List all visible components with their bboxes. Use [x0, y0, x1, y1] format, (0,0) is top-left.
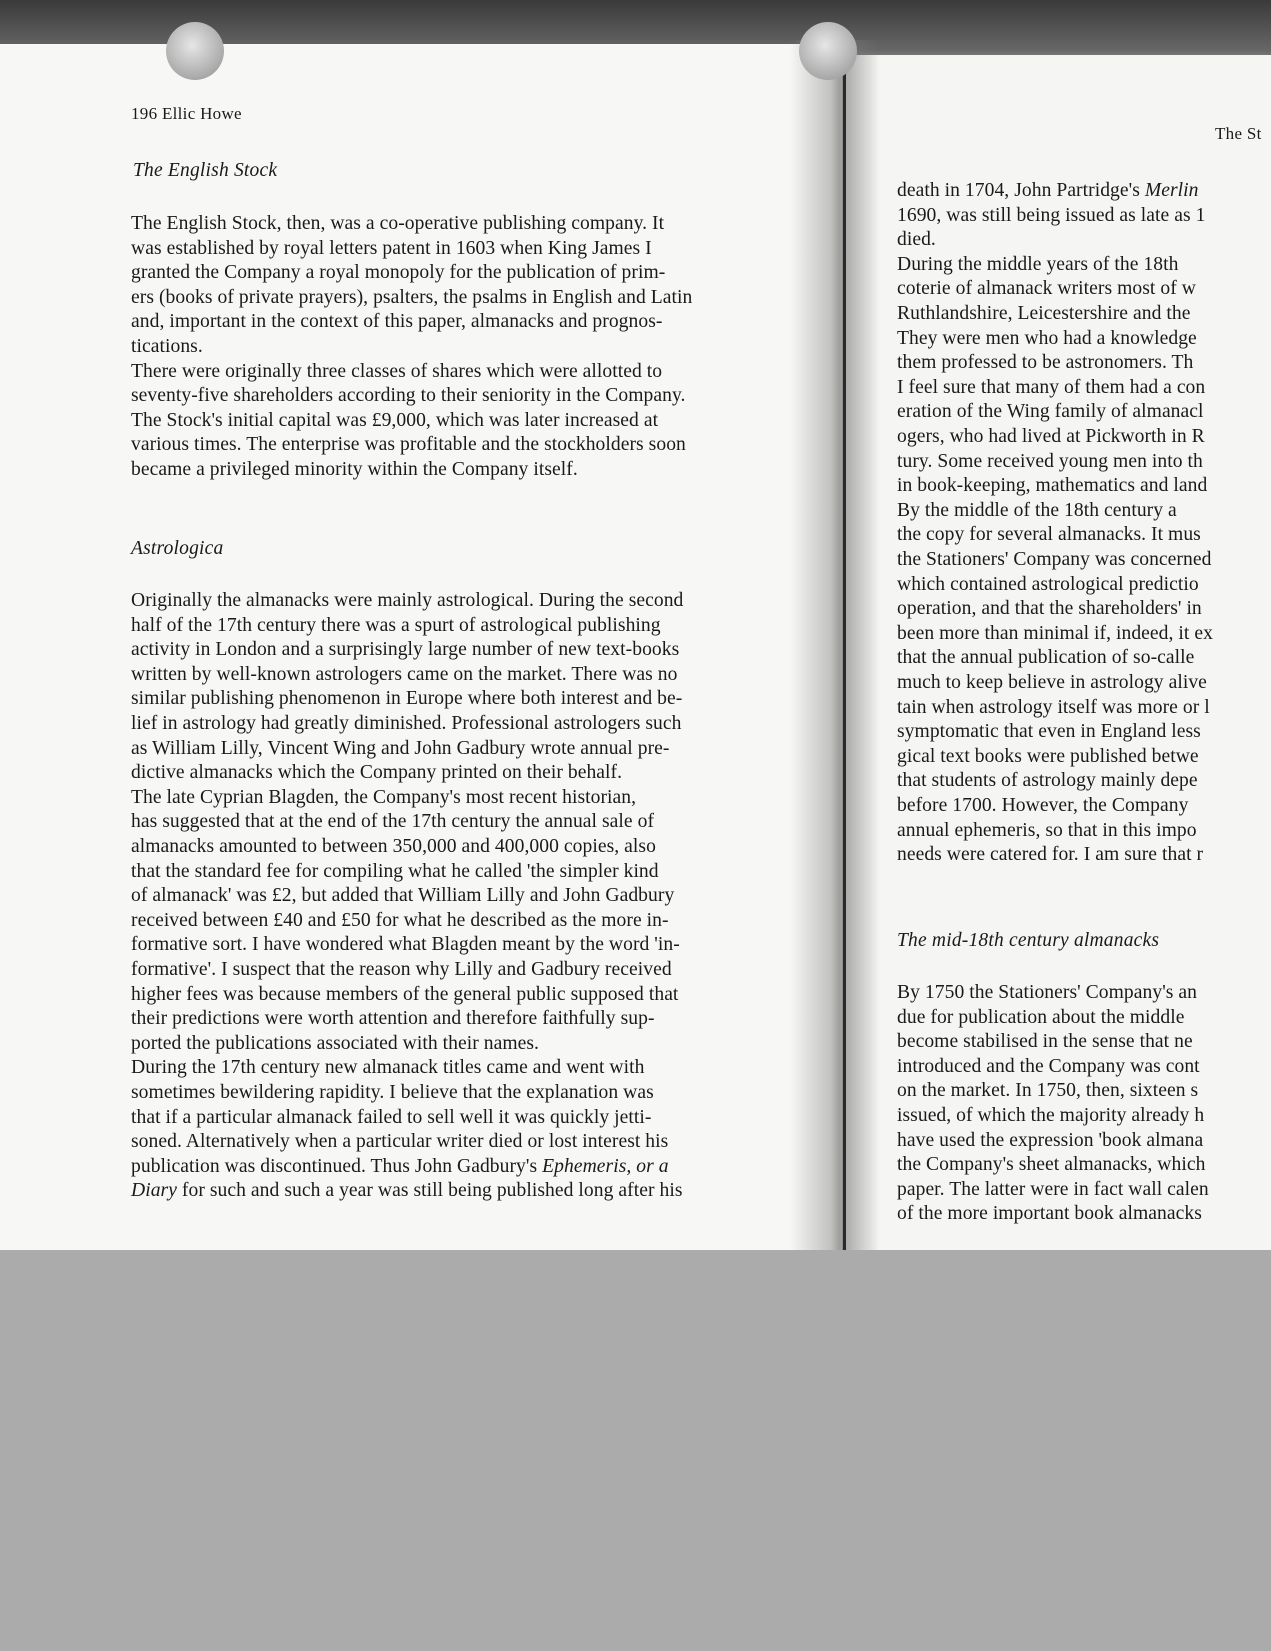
text-line: introduced and the Company was cont	[897, 1055, 1200, 1077]
text-line: written by well-known astrologers came on the market. There was no	[131, 663, 678, 685]
text-line: There were originally three classes of shares which were allotted to	[131, 360, 663, 382]
text-line: lief in astrology had greatly diminished. Professional astrologers such	[131, 713, 682, 734]
text-line: tications.	[131, 336, 203, 357]
text-line: During the 17th century new almanack titles came and went with	[131, 1057, 645, 1079]
text-line: The English Stock, then, was a co-operative publishing company. It	[131, 213, 665, 234]
text-line: has suggested that at the end of the 17th century the annual sale of	[131, 811, 655, 833]
text-line: died.	[897, 229, 936, 251]
text-line: dictive almanacks which the Company printed on their behalf.	[131, 762, 623, 784]
text-line: ported the publications associated with their names.	[131, 1032, 539, 1054]
section-title-astrologica: Astrologica	[131, 538, 224, 559]
text-line: granted the Company a royal monopoly for the publication of prim-	[131, 262, 666, 284]
text-line: The late Cyprian Blagden, the Company's most recent historian,	[131, 786, 637, 808]
text-line: higher fees was because members of the general public supposed that	[131, 983, 679, 1005]
binder-hole-left	[166, 22, 224, 80]
book-spine	[843, 50, 846, 1250]
text-line: that if a particular almanack failed to sell well it was quickly jetti-	[131, 1106, 652, 1128]
text-line: During the middle years of the 18th	[897, 253, 1179, 275]
text-line: half of the 17th century there was a spurt of astrological publishing	[131, 614, 661, 636]
text-line: I feel sure that many of them had a con	[897, 376, 1206, 398]
text-line: Originally the almanacks were mainly astrological. During the second	[131, 590, 684, 611]
text-line: They were men who had a knowledge	[897, 327, 1197, 349]
text-line: formative'. I suspect that the reason why Lilly and Gadbury received	[131, 959, 672, 980]
text-line: the copy for several almanacks. It mus	[897, 524, 1201, 546]
text-line: in book-keeping, mathematics and land	[897, 475, 1208, 497]
text-line: of the more important book almanacks	[897, 1203, 1202, 1225]
binder-hole-right	[799, 22, 857, 80]
text-line: was established by royal letters patent in 1603 when King James I	[131, 237, 652, 259]
text-line: sometimes bewildering rapidity. I believe that the explanation was	[131, 1082, 654, 1103]
text-line: on the market. In 1750, then, sixteen s	[897, 1080, 1199, 1102]
text-line: By the middle of the 18th century a	[897, 499, 1177, 521]
text-line: issued, of which the majority already h	[897, 1105, 1205, 1126]
text-line: that students of astrology mainly depe	[897, 770, 1198, 792]
text-line: became a privileged minority within the Company itself.	[131, 459, 578, 480]
text-line: ers (books of private prayers), psalters, the psalms in English and Latin	[131, 286, 693, 308]
text-line: due for publication about the middle	[897, 1006, 1185, 1028]
text-line: the Company's sheet almanacks, which	[897, 1154, 1206, 1176]
text-line: seventy-five shareholders according to their seniority in the Company.	[131, 385, 686, 407]
text-line: soned. Alternatively when a particular writer died or lost interest his	[131, 1131, 669, 1153]
text-line: needs were catered for. I am sure that r	[897, 844, 1204, 866]
text-line: various times. The enterprise was profitable and the stockholders soon	[131, 434, 686, 456]
running-head-left: 196 Ellic Howe	[131, 104, 242, 123]
text-line: have used the expression 'book almana	[897, 1129, 1204, 1151]
text-line: operation, and that the shareholders' in	[897, 598, 1202, 620]
text-line: 1690, was still being issued as late as 1	[897, 204, 1206, 226]
text-line: which contained astrological predictio	[897, 573, 1199, 595]
text-line: that the standard fee for compiling what he called 'the simpler kind	[131, 860, 659, 882]
section-title-english-stock: The English Stock	[133, 160, 278, 181]
text-line: annual ephemeris, so that in this impo	[897, 819, 1197, 841]
text-line: of almanack' was £2, but added that William Lilly and John Gadbury	[131, 885, 675, 907]
book-gutter-shadow	[790, 40, 880, 1254]
text-line: been more than minimal if, indeed, it ex	[897, 622, 1213, 644]
text-line: death in 1704, John Partridge's Merlin	[897, 180, 1199, 201]
text-line: By 1750 the Stationers' Company's an	[897, 982, 1198, 1003]
text-line: almanacks amounted to between 350,000 and 400,000 copies, also	[131, 836, 656, 857]
text-line: received between £40 and £50 for what he described as the more in-	[131, 909, 669, 931]
text-line: ogers, who had lived at Pickworth in R	[897, 426, 1205, 447]
text-line: much to keep believe in astrology alive	[897, 672, 1207, 693]
text-line: The Stock's initial capital was £9,000, which was later increased at	[131, 409, 659, 431]
running-head-right: The St	[1215, 124, 1262, 143]
text-line: symptomatic that even in England less	[897, 721, 1201, 743]
text-line: tury. Some received young men into th	[897, 450, 1203, 472]
scanner-bed	[0, 1250, 1271, 1651]
text-line: Diary for such and such a year was still being published long after his	[131, 1180, 683, 1202]
text-line: similar publishing phenomenon in Europe where both interest and be-	[131, 688, 683, 710]
text-line: before 1700. However, the Company	[897, 795, 1189, 816]
text-line: the Stationers' Company was concerned	[897, 549, 1212, 570]
text-line: publication was discontinued. Thus John Gadbury's Ephemeris, or a	[131, 1155, 669, 1177]
text-line: become stabilised in the sense that ne	[897, 1031, 1193, 1053]
text-line: tain when astrology itself was more or l	[897, 696, 1210, 718]
text-line: activity in London and a surprisingly large number of new text-books	[131, 639, 680, 661]
text-line: and, important in the context of this paper, almanacks and prognos-	[131, 311, 663, 333]
text-line: as William Lilly, Vincent Wing and John Gadbury wrote annual pre-	[131, 737, 670, 759]
text-line: coterie of almanack writers most of w	[897, 278, 1196, 300]
text-line: their predictions were worth attention and therefore faithfully sup-	[131, 1008, 655, 1030]
text-line: gical text books were published betwe	[897, 745, 1199, 767]
section-title-mid-18th-century: The mid-18th century almanacks	[897, 930, 1160, 951]
text-line: Ruthlandshire, Leicestershire and the	[897, 303, 1191, 324]
text-line: that the annual publication of so-calle	[897, 647, 1195, 669]
text-line: them professed to be astronomers. Th	[897, 352, 1194, 374]
text-line: formative sort. I have wondered what Blagden meant by the word 'in-	[131, 934, 680, 956]
text-line: eration of the Wing family of almanacl	[897, 401, 1204, 423]
text-line: paper. The latter were in fact wall calen	[897, 1178, 1209, 1200]
